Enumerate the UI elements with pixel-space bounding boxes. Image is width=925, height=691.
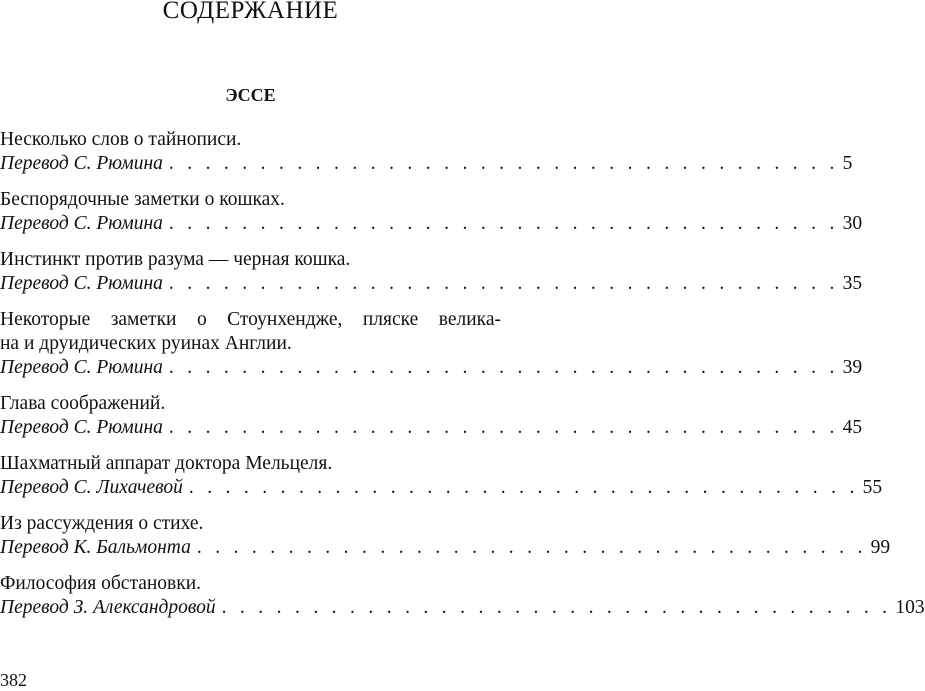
toc-entry [0, 452, 883, 500]
toc-entry [0, 248, 863, 296]
toc-entry [0, 572, 925, 620]
entry-page-number: 39 [842, 357, 863, 378]
toc-entry [0, 512, 891, 560]
entry-translator: Перевод С. Рюмина [0, 213, 163, 234]
entry-translator: Перевод С. Рюмина [0, 417, 163, 438]
entry-page-number: 55 [862, 477, 883, 498]
entry-translator: Перевод З. Александровой [0, 597, 216, 618]
dot-leader: . . . . . . . . . . . . . . . . . . . . . . . . . . . . . . . . . . . . . [221, 597, 892, 618]
entry-line [0, 596, 925, 620]
entry-line [0, 272, 863, 296]
dot-leader: . . . . . . . . . . . . . . . . . . . . . . . . . . . . . . . . . . . . . [168, 273, 839, 294]
entry-page-number: 5 [842, 153, 853, 174]
entry-line [0, 152, 853, 176]
entry-line [0, 536, 891, 560]
dot-leader: . . . . . . . . . . . . . . . . . . . . . . . . . . . . . . . . . . . . . [168, 417, 839, 438]
entry-title: Беспорядочные заметки о кошках. [0, 189, 285, 210]
entry-line [0, 212, 863, 236]
entry-page-number: 99 [870, 537, 891, 558]
entry-title: Глава соображений. [0, 393, 166, 414]
page-title: СОДЕРЖАНИЕ [162, 0, 339, 24]
entry-title-text: Некоторые заметки о Стоунхендже, пляске велика- [0, 309, 501, 330]
entry-title: Шахматный аппарат доктора Мельцеля. [0, 453, 333, 474]
entry-title: Философия обстановки. [0, 573, 202, 594]
toc-entry [0, 392, 863, 440]
entry-page-number: 103 [895, 597, 925, 618]
toc-entry [0, 308, 863, 380]
entry-translator: Перевод С. Лихачевой [0, 477, 183, 498]
entry-title-line-1 [0, 308, 501, 332]
dot-leader: . . . . . . . . . . . . . . . . . . . . . . . . . . . . . . . . . . . . . [188, 477, 859, 498]
entry-page-number: 45 [842, 417, 863, 438]
toc-entry [0, 128, 853, 176]
dot-leader: . . . . . . . . . . . . . . . . . . . . . . . . . . . . . . . . . . . . . [168, 153, 839, 174]
page-number-footer: 382 [0, 670, 27, 690]
section-title: ЭССЕ [225, 85, 276, 105]
entry-translator: Перевод К. Бальмонта [0, 537, 191, 558]
entry-page-number: 30 [842, 213, 863, 234]
entry-title: Из рассуждения о стихе. [0, 513, 204, 534]
entry-line [0, 476, 883, 500]
entry-page-number: 35 [842, 273, 863, 294]
toc-list [0, 128, 925, 632]
entry-title: Инстинкт против разума — черная кошка. [0, 249, 351, 270]
toc-entry [0, 188, 863, 236]
entry-translator: Перевод С. Рюмина [0, 153, 163, 174]
dot-leader: . . . . . . . . . . . . . . . . . . . . . . . . . . . . . . . . . . . . . [196, 537, 867, 558]
entry-title: Несколько слов о тайнописи. [0, 129, 242, 150]
entry-translator: Перевод С. Рюмина [0, 357, 163, 378]
entry-line [0, 416, 863, 440]
dot-leader: . . . . . . . . . . . . . . . . . . . . . . . . . . . . . . . . . . . . . [168, 213, 839, 234]
entry-line [0, 356, 863, 380]
entry-title-line-2: на и друидических руинах Англии. [0, 333, 292, 354]
entry-translator: Перевод С. Рюмина [0, 273, 163, 294]
dot-leader: . . . . . . . . . . . . . . . . . . . . . . . . . . . . . . . . . . . . . [168, 357, 839, 378]
